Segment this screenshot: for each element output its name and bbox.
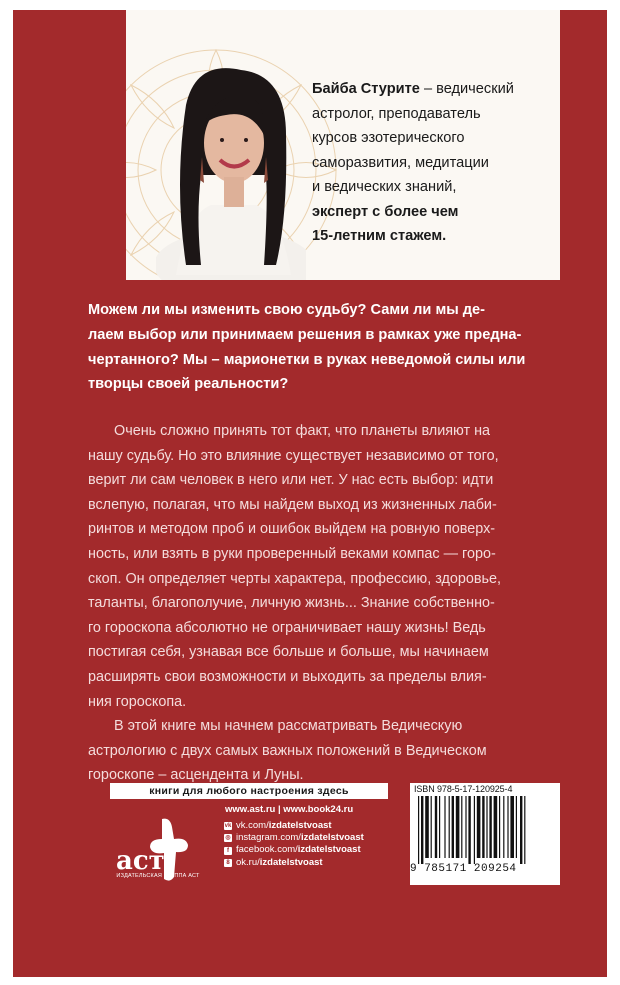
description-text: Очень сложно принять тот факт, что планеты влияют на нашу судьбу. Но это влияние существует независимо от того, верит ли сам человек в него или нет. У нас есть выбор: идти вслепую, полагая, что мы найдем выход из жизненных лаби- ринтов и методом проб и ошибок выйдем на ровную поверх- ность, или взять в руки проверенный веками компас — горо- скоп. Он определяет черты характера, профессию, здоровье, таланты, благополучие, личную жизнь... Знание собственно- го гороскопа абсолютно не ограничивает нашу жизнь! Ведь постигая себя, узнавая все больше и больше, мы начинаем расширять свои возможности и выходить за пределы влия- ния гороскопа. В этой книге мы начнем рассматривать Ведическую астрологию с двух самых важных положений в Ведическом гороскопе – асцендента и Луны. — [88, 423, 502, 784]
instagram-icon: ◎ — [225, 835, 231, 842]
svg-text:аст: аст — [116, 846, 165, 876]
author-box — [126, 10, 560, 280]
ok-icon: 8 — [224, 859, 232, 867]
social-link-ok[interactable]: 8 ok.ru/izdatelstvoast — [224, 857, 364, 869]
lead-paragraph: Можем ли мы изменить свою судьбу? Сами ли мы де- лаем выбор или принимаем решения в рамках уже предна- чертанного? Мы – марионетки в руках неведомой силы или творцы своей реальности? — [88, 302, 526, 393]
barcode-bars — [414, 796, 556, 864]
ast-logo — [104, 812, 204, 892]
isbn-label: ISBN 978-5-17-120925-4 — [414, 784, 513, 794]
publisher-caption: ИЗДАТЕЛЬСКАЯ ГРУППА АСТ — [116, 873, 200, 879]
author-name: Байба Стурите — [312, 81, 420, 97]
author-bio: Байба Стурите – ведический астролог, преподаватель курсов эзотерического саморазвития, медитации и ведических знаний, эксперт с более чем 15-летним стажем. — [312, 81, 514, 244]
social-link-vk[interactable]: vk vk.com/izdatelstvoast — [224, 820, 332, 831]
barcode-digits: 9 785171 209254 — [410, 863, 517, 875]
facebook-icon: f — [224, 847, 232, 855]
vk-icon: vk — [224, 823, 232, 830]
social-links — [224, 820, 364, 869]
websites[interactable]: www.ast.ru | www.book24.ru — [225, 804, 354, 815]
author-photo — [156, 65, 306, 280]
tagline-banner: книги для любого настроения здесь — [110, 783, 388, 799]
barcode — [410, 783, 560, 885]
social-link-instagram[interactable]: ◎ instagram.com/izdatelstvoast — [225, 832, 364, 844]
social-link-facebook[interactable]: f facebook.com/izdatelstvoast — [224, 844, 364, 856]
